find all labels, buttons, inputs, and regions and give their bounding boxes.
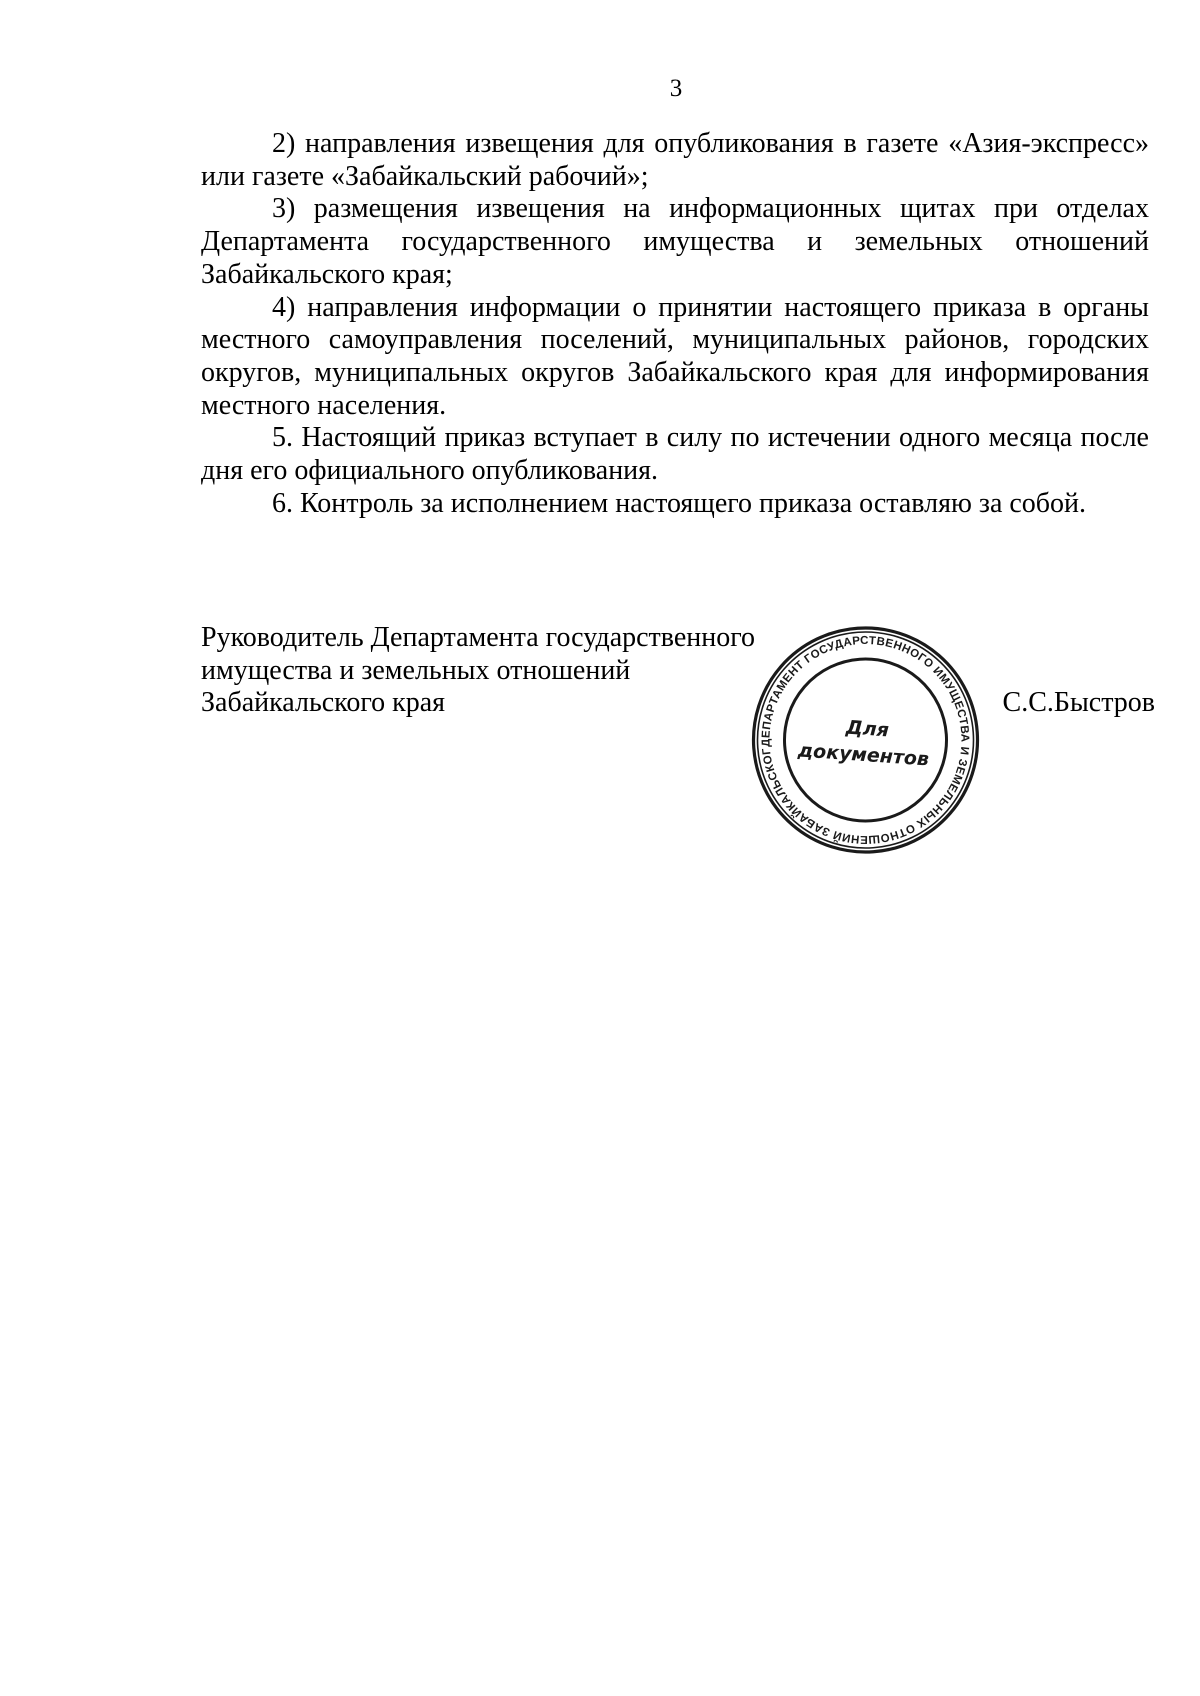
signer-name: С.С.Быстров	[1002, 687, 1155, 718]
official-stamp	[748, 625, 983, 855]
paragraph-item-4: 4) направления информации о принятии настоящего приказа в органы местного самоуправления поселений, муниципальных районов, городских округов, муниципальных округов Забайкальского края для информирования местного населения.	[201, 291, 1149, 421]
signer-position-line: Руководитель Департамента государственного	[201, 622, 756, 653]
order-text	[201, 128, 1149, 520]
stamp-center-line-1: Для	[845, 716, 890, 742]
stamp-ring-text: ДЕПАРТАМЕНТ ГОСУДАРСТВЕННОГО ИМУЩЕСТВА И ЗЕМЕЛЬНЫХ ОТНОШЕНИЙ ЗАБАЙКАЛЬСКОГО	[760, 634, 971, 846]
signer-position-line: Забайкальского края	[201, 687, 446, 719]
paragraph-clause-6: 6. Контроль за исполнением настоящего приказа оставляю за собой.	[272, 487, 1087, 519]
signer-position-line: имущества и земельных отношений	[201, 654, 631, 686]
page-number: 3	[669, 75, 683, 102]
signer-position	[201, 622, 755, 720]
paragraph-item-2: 2) направления извещения для опубликования в газете «Азия-экспресс» или газете «Забайкальский рабочий»;	[201, 128, 1149, 192]
paragraph-clause-5: 5. Настоящий приказ вступает в силу по истечении одного месяца после дня его официального опубликования.	[201, 422, 1149, 487]
stamp-center-line-2: документов	[797, 739, 930, 771]
paragraph-item-3: 3) размещения извещения на информационных щитах при отделах Департамента государственного имущества и земельных отношений Забайкальского края;	[201, 193, 1149, 290]
